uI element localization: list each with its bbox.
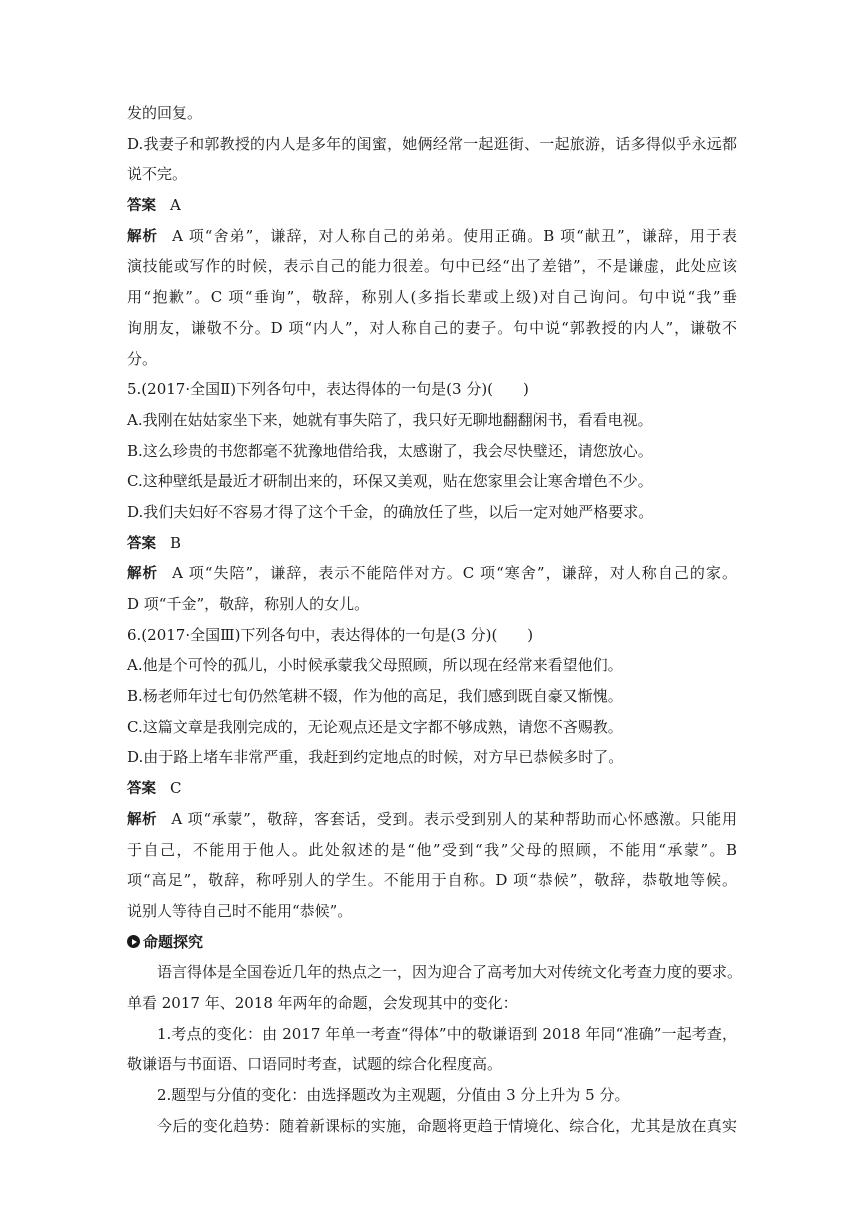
q5-option-c: C.这种壁纸是最近才研制出来的，环保又美观，贴在您家里会让寒舍增色不少。 [127,472,653,491]
q6-option-b: B.杨老师年过七旬仍然笔耕不辍，作为他的高足，我们感到既自豪又惭愧。 [127,687,623,706]
section-paragraph-line: 今后的变化趋势：随着新课标的实施，命题将更趋于情境化、综合化，尤其是放在真实 [157,1116,737,1135]
analysis-label: 解析 [127,228,159,245]
section-paragraph-line: 2.题型与分值的变化：由选择题改为主观题，分值由 3 分上升为 5 分。 [157,1086,630,1104]
analysis-label: 解析 [127,811,158,828]
q5-answer [127,528,737,559]
section-paragraph-line: 单看 2017 年、2018 年两年的命题，会发现其中的变化： [127,993,518,1012]
q4-analysis-line: 用“抱歉”。C 项“垂询”，敬辞，称别人(多指长辈或上级)对自己询问。句中说“我”垂 [127,288,737,307]
answer-label: 答案 [127,535,156,552]
q4-option-d-line: D.我妻子和郭教授的内人是多年的闺蜜，她俩经常一起逛街、一起旅游，话多得似乎永远都 [127,134,737,153]
q4-analysis-line: 演技能或写作的时候，表示自己的能力很差。句中已经“出了差错”，不是谦虚，此处应该 [127,257,737,276]
answer-value: B [170,533,182,552]
q6-analysis-line: 说别人等待自己时不能用“恭候”。 [127,901,353,920]
q5-analysis-line [127,558,737,589]
section-paragraph-line: 1.考点的变化：由 2017 年单一考查“得体”中的敬谦语到 2018 年同“准确”一起考查， [157,1024,737,1043]
q6-analysis-line: 项“高足”，敬辞，称呼别人的学生。不能用于自称。D 项“恭候”，敬辞，恭敬地等候。 [127,871,737,890]
q6-option-a: A.他是个可怜的孤儿，小时候承蒙我父母照顾，所以现在经常来看望他们。 [127,656,623,675]
q6-stem: 6.(2017·全国Ⅲ)下列各句中，表达得体的一句是(3 分)( ) [127,625,534,644]
q6-option-c: C.这篇文章是我刚完成的，无论观点还是文字都不够成熟，请您不吝赐教。 [127,717,623,736]
analysis-text: A 项“承蒙”，敬辞，客套话，受到。表示受到别人的某种帮助而心怀感激。只能用 [171,809,737,828]
q5-analysis-line: D 项“千金”，敬辞，称别人的女儿。 [127,595,370,613]
section-heading [127,927,737,958]
answer-label: 答案 [127,198,156,215]
analysis-text: A 项“舍弟”，谦辞，对人称自己的弟弟。使用正确。B 项“献丑”，谦辞，用于表 [172,226,737,245]
q5-stem: 5.(2017·全国Ⅱ)下列各句中，表达得体的一句是(3 分)( ) [127,380,529,399]
q4-analysis-line: 分。 [127,349,158,368]
q6-answer [127,773,737,804]
answer-value: C [170,779,182,798]
q4-answer [127,190,737,221]
document-page [127,98,743,1141]
play-circle-icon [127,935,140,948]
q6-option-d: D.由于路上堵车非常严重，我赶到约定地点的时候，对方早已恭候多时了。 [127,748,624,767]
q4-analysis-line [127,221,737,252]
section-paragraph-line: 语言得体是全国卷近几年的热点之一，因为迎合了高考加大对传统文化考查力度的要求。 [157,963,743,982]
answer-value: A [170,196,181,215]
q5-option-a: A.我刚在姑姑家坐下来，她就有事失陪了，我只好无聊地翻翻闲书，看看电视。 [127,410,653,429]
q6-analysis-line: 于自己，不能用于他人。此处叙述的是“他”受到“我”父母的照顾，不能用“承蒙”。B [127,840,737,859]
analysis-label: 解析 [127,566,159,583]
q5-option-d: D.我们夫妇好不容易才得了这个千金，的确放任了些，以后一定对她严格要求。 [127,502,654,521]
analysis-text: A 项“失陪”，谦辞，表示不能陪伴对方。C 项“寒舍”，谦辞，对人称自己的家。 [172,564,737,583]
q6-analysis-line [127,804,737,835]
section-paragraph-line: 敬谦语与书面语、口语同时考查，试题的综合化程度高。 [127,1055,503,1074]
answer-label: 答案 [127,781,156,798]
q4-tail-line: 发的回复。 [127,104,203,122]
q4-analysis-line: 询朋友，谦敬不分。D 项“内人”，对人称自己的妻子。句中说“郭教授的内人”，谦敬不 [127,318,737,337]
q5-option-b: B.这么珍贵的书您都毫不犹豫地借给我，太感谢了，我会尽快璧还，请您放心。 [127,441,653,460]
section-title: 命题探究 [143,932,204,951]
q4-option-d-line: 说不完。 [127,165,188,184]
